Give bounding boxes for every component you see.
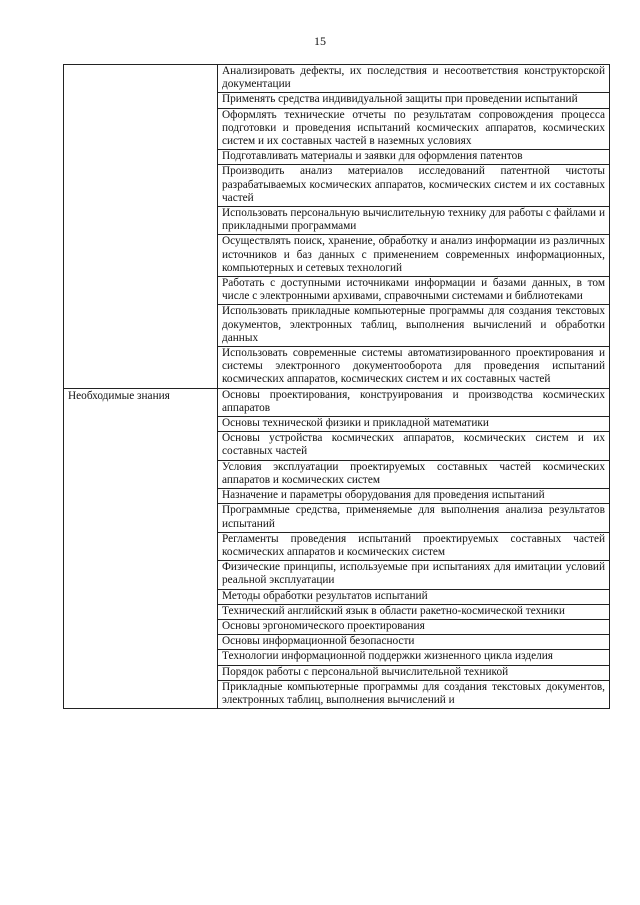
list-item: Основы технической физики и прикладной математики [218,417,610,432]
list-item: Основы информационной безопасности [218,635,610,650]
list-item: Подготавливать материалы и заявки для оформления патентов [218,150,610,165]
list-item: Применять средства индивидуальной защиты при проведении испытаний [218,93,610,108]
list-item: Использовать современные системы автоматизированного проектирования и системы электронного документооборота для проведения испытаний космических аппаратов, космических систем и их составных частей [218,347,610,389]
list-item: Методы обработки результатов испытаний [218,589,610,604]
list-item: Условия эксплуатации проектируемых составных частей космических аппаратов и космических систем [218,460,610,488]
list-item: Работать с доступными источниками информации и базами данных, в том числе с электронными архивами, справочными системами и библиотеками [218,277,610,305]
list-item: Основы эргономического проектирования [218,619,610,634]
list-item: Основы проектирования, конструирования и производства космических аппаратов [218,388,610,416]
list-item: Технический английский язык в области ракетно-космической техники [218,604,610,619]
list-item: Производить анализ материалов исследований патентной чистоты разрабатываемых космических аппаратов, космических систем и их составных частей [218,165,610,207]
list-item: Анализировать дефекты, их последствия и несоответствия конструкторской документации [218,65,610,93]
table-row [64,388,610,416]
list-item: Прикладные компьютерные программы для создания текстовых документов, электронных таблиц, выполнения вычислений и [218,680,610,708]
list-item: Технологии информационной поддержки жизненного цикла изделия [218,650,610,665]
list-item: Порядок работы с персональной вычислительной техникой [218,665,610,680]
list-item: Назначение и параметры оборудования для проведения испытаний [218,489,610,504]
list-item: Основы устройства космических аппаратов, космических систем и их составных частей [218,432,610,460]
list-item: Использовать персональную вычислительную технику для работы с файлами и прикладными программами [218,207,610,235]
requirements-table [63,64,610,709]
page-number: 15 [314,34,326,48]
list-item: Физические принципы, используемые при испытаниях для имитации условий реальной эксплуатации [218,561,610,589]
section-label-abilities [64,65,218,389]
list-item: Оформлять технические отчеты по результатам сопровождения процесса подготовки и проведения испытаний космических аппаратов, космических систем и их составных частей в наземных условиях [218,108,610,150]
section-label-knowledge: Необходимые знания [64,388,218,708]
list-item: Регламенты проведения испытаний проектируемых составных частей космических аппаратов и космических систем [218,532,610,560]
table-row [64,65,610,93]
list-item: Осуществлять поиск, хранение, обработку и анализ информации из различных источников и баз данных с применением современных информационных, компьютерных и сетевых технологий [218,235,610,277]
list-item: Использовать прикладные компьютерные программы для создания текстовых документов, электронных таблиц, выполнения вычислений и обработки данных [218,305,610,347]
list-item: Программные средства, применяемые для выполнения анализа результатов испытаний [218,504,610,532]
